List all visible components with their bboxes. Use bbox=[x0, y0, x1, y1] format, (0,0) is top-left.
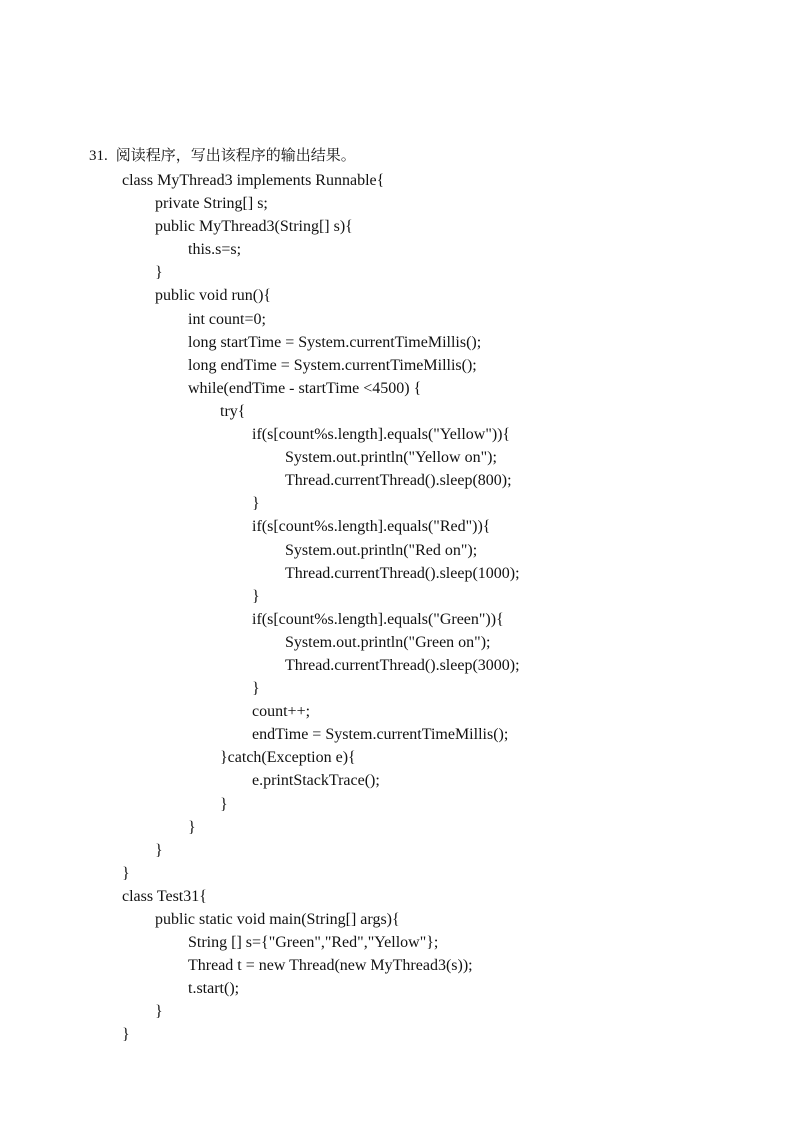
code-line: } bbox=[122, 1026, 130, 1044]
code-line: } bbox=[122, 864, 130, 882]
code-line: Thread.currentThread().sleep(1000); bbox=[285, 564, 520, 582]
code-line: }catch(Exception e){ bbox=[220, 749, 356, 767]
code-line: long startTime = System.currentTimeMillis(); bbox=[188, 333, 482, 351]
code-line: try{ bbox=[220, 402, 246, 420]
code-line: private String[] s; bbox=[155, 195, 268, 213]
code-line: endTime = System.currentTimeMillis(); bbox=[252, 726, 509, 744]
code-line: count++; bbox=[252, 703, 311, 721]
code-line: System.out.println("Green on"); bbox=[285, 633, 491, 651]
question-prompt: 阅读程序，写出该程序的输出结果。 bbox=[115, 148, 356, 164]
code-line: } bbox=[155, 841, 163, 859]
code-line: while(endTime - startTime <4500) { bbox=[188, 379, 422, 397]
code-line: t.start(); bbox=[188, 980, 240, 998]
code-line: public static void main(String[] args){ bbox=[155, 911, 400, 928]
code-line: class MyThread3 implements Runnable{ bbox=[122, 172, 385, 189]
code-line: } bbox=[220, 795, 228, 813]
code-line: } bbox=[252, 680, 260, 698]
code-line: e.printStackTrace(); bbox=[252, 772, 380, 790]
code-line: } bbox=[188, 818, 196, 836]
code-line: int count=0; bbox=[188, 310, 266, 328]
code-line: if(s[count%s.length].equals("Red")){ bbox=[252, 518, 491, 536]
question-number: 31. bbox=[89, 148, 108, 164]
code-listing bbox=[122, 169, 520, 1047]
code-line: System.out.println("Red on"); bbox=[285, 541, 478, 559]
code-line: Thread.currentThread().sleep(3000); bbox=[285, 656, 520, 674]
code-line: } bbox=[252, 587, 260, 605]
code-line: System.out.println("Yellow on"); bbox=[285, 449, 497, 467]
code-line: } bbox=[155, 264, 163, 282]
question-header bbox=[89, 146, 356, 166]
code-line: this.s=s; bbox=[188, 241, 242, 259]
code-line: } bbox=[155, 1003, 163, 1021]
code-line: Thread t = new Thread(new MyThread3(s)); bbox=[188, 957, 473, 975]
code-line: class Test31{ bbox=[122, 887, 207, 905]
code-line: public MyThread3(String[] s){ bbox=[155, 218, 353, 236]
code-line: Thread.currentThread().sleep(800); bbox=[285, 472, 512, 490]
code-line: public void run(){ bbox=[155, 287, 272, 305]
code-line: if(s[count%s.length].equals("Yellow")){ bbox=[252, 426, 511, 444]
code-line: long endTime = System.currentTimeMillis(); bbox=[188, 356, 477, 374]
code-line: String [] s={"Green","Red","Yellow"}; bbox=[188, 934, 439, 952]
code-line: if(s[count%s.length].equals("Green")){ bbox=[252, 610, 504, 628]
code-line: } bbox=[252, 495, 260, 513]
